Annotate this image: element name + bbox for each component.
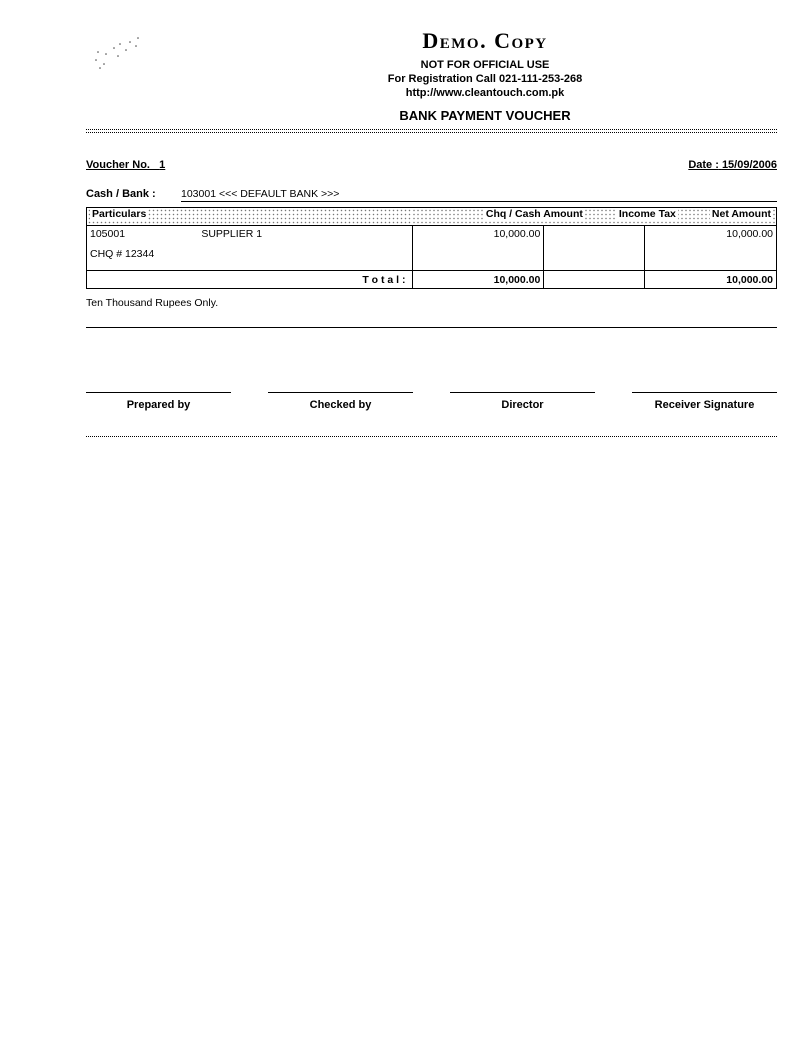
total-net-amount: 10,000.00 [645, 271, 777, 289]
row-income-tax [544, 226, 645, 271]
row-account: 105001 [90, 228, 126, 240]
website-text: http://www.cleantouch.com.pk [405, 87, 565, 99]
total-amount: 10,000.00 [412, 271, 544, 289]
col-income-tax: Income Tax [618, 208, 676, 220]
total-label: T o t a l : [87, 271, 413, 289]
voucher-date [688, 159, 777, 171]
total-row [87, 271, 777, 289]
cash-bank-value: 103001 <<< DEFAULT BANK >>> [181, 188, 340, 200]
row-cheque: CHQ # 12344 [90, 248, 155, 260]
signature-prepared-by: Prepared by [86, 392, 231, 411]
date-value: 15/09/2006 [721, 159, 777, 171]
words-divider [86, 327, 777, 328]
col-chq-cash-amount: Chq / Cash Amount [485, 208, 583, 220]
signature-director: Director [450, 392, 595, 411]
row-description: SUPPLIER 1 [198, 226, 412, 271]
col-net-amount: Net Amount [711, 208, 771, 220]
footer-divider [86, 436, 777, 437]
col-particulars: Particulars [92, 208, 147, 220]
signature-checked-by: Checked by [268, 392, 413, 411]
voucher-number-value: 1 [159, 159, 166, 171]
voucher-number-label: Voucher No. [86, 159, 150, 171]
header-divider-2 [86, 132, 777, 133]
row-amount: 10,000.00 [412, 226, 544, 271]
voucher-title: BANK PAYMENT VOUCHER [399, 108, 571, 123]
table-row [87, 226, 777, 271]
voucher-number [86, 159, 165, 171]
cash-bank-underline [181, 201, 777, 202]
row-net-amount: 10,000.00 [645, 226, 777, 271]
table-header [87, 208, 777, 226]
not-official-notice: NOT FOR OFFICIAL USE [420, 59, 550, 71]
demo-copy-title: Demo. Copy [422, 28, 548, 53]
header-divider [86, 129, 777, 130]
cash-bank-label: Cash / Bank : [86, 188, 156, 200]
date-label: Date : [688, 159, 719, 171]
signature-receiver: Receiver Signature [632, 392, 777, 411]
company-logo [90, 34, 150, 74]
registration-text: For Registration Call 021-111-253-268 [387, 73, 583, 85]
voucher-table [86, 207, 777, 289]
total-income-tax [544, 271, 645, 289]
amount-in-words: Ten Thousand Rupees Only. [86, 297, 219, 309]
